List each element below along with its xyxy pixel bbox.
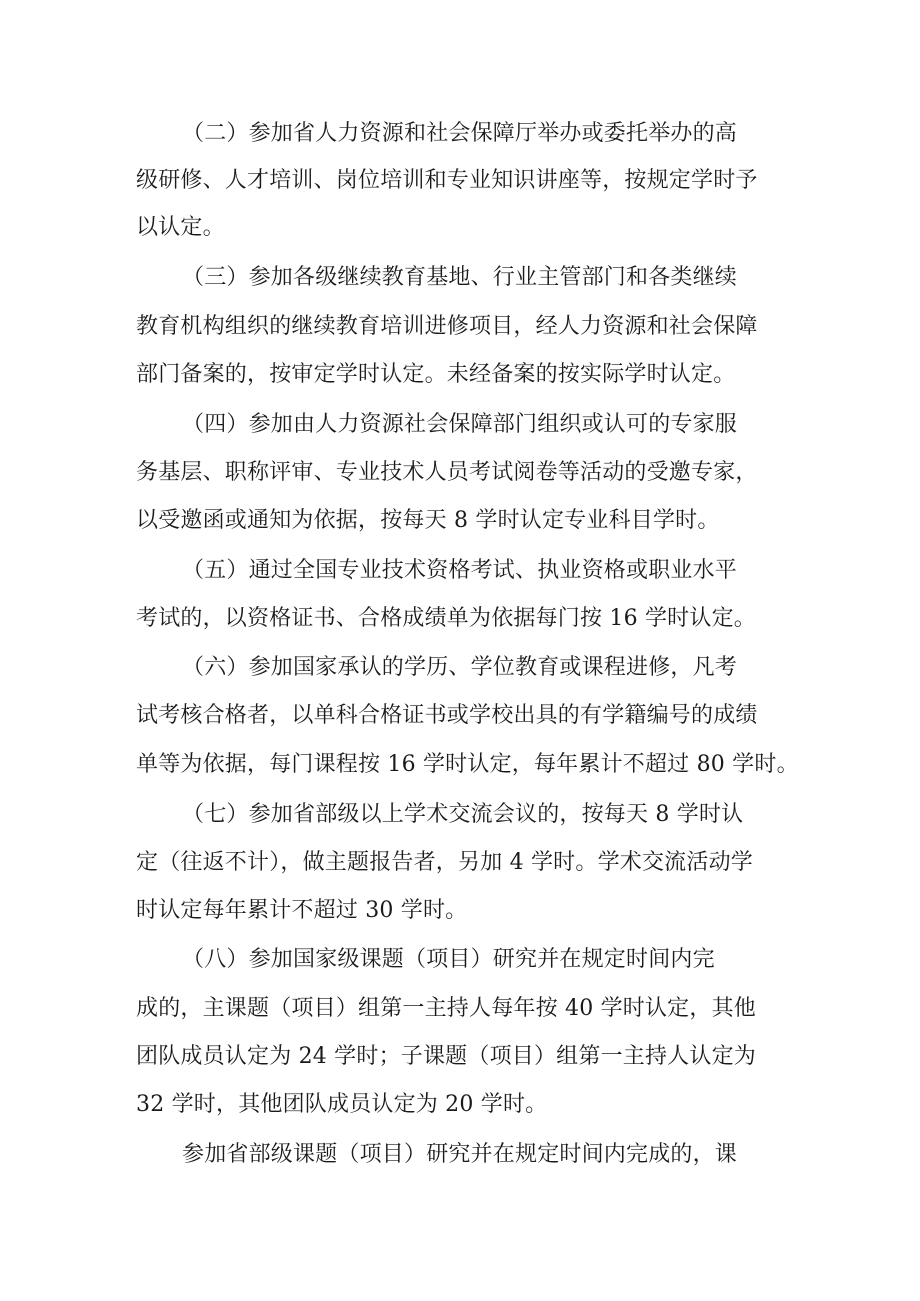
text-line-8: 务基层、职称评审、专业技术人员考试阅卷等活动的受邀专家， xyxy=(136,460,758,485)
text-line-1: （二）参加省人力资源和社会保障厅举办或委托举办的高 xyxy=(182,121,738,146)
text-line-13: 试考核合格者，以单科合格证书或学校出具的有学籍编号的成绩 xyxy=(136,703,758,728)
text-line-9: 以受邀函或通知为依据，按每天 8 学时认定专业科目学时。 xyxy=(136,508,720,533)
text-line-10: （五）通过全国专业技术资格考试、执业资格或职业水平 xyxy=(182,558,738,583)
text-line-21: 32 学时，其他团队成员认定为 20 学时。 xyxy=(136,1092,548,1117)
text-line-7: （四）参加由人力资源社会保障部门组织或认可的专家服 xyxy=(182,412,738,437)
text-line-3: 以认定。 xyxy=(136,215,225,240)
text-line-16: 定（往返不计），做主题报告者，另加 4 学时。学术交流活动学 xyxy=(136,850,753,875)
text-line-11: 考试的，以资格证书、合格成绩单为依据每门按 16 学时认定。 xyxy=(136,606,756,631)
text-line-22: 参加省部级课题（项目）研究并在规定时间内完成的，课 xyxy=(182,1142,738,1167)
text-line-5: 教育机构组织的继续教育培训进修项目，经人力资源和社会保障 xyxy=(136,314,758,339)
text-line-18: （八）参加国家级课题（项目）研究并在规定时间内完 xyxy=(182,947,715,972)
text-line-6: 部门备案的，按审定学时认定。未经备案的按实际学时认定。 xyxy=(136,362,736,387)
text-line-20: 团队成员认定为 24 学时；子课题（项目）组第一主持人认定为 xyxy=(136,1044,756,1069)
text-line-2: 级研修、人才培训、岗位培训和专业知识讲座等，按规定学时予 xyxy=(136,168,758,193)
text-line-17: 时认定每年累计不超过 30 学时。 xyxy=(136,898,468,923)
text-line-19: 成的，主课题（项目）组第一主持人每年按 40 学时认定，其他 xyxy=(136,996,756,1021)
text-line-12: （六）参加国家承认的学历、学位教育或课程进修，凡考 xyxy=(182,655,738,680)
text-line-4: （三）参加各级继续教育基地、行业主管部门和各类继续 xyxy=(182,265,738,290)
text-line-15: （七）参加省部级以上学术交流会议的，按每天 8 学时认 xyxy=(182,802,744,827)
text-line-14: 单等为依据，每门课程按 16 学时认定，每年累计不超过 80 学时。 xyxy=(136,752,799,777)
